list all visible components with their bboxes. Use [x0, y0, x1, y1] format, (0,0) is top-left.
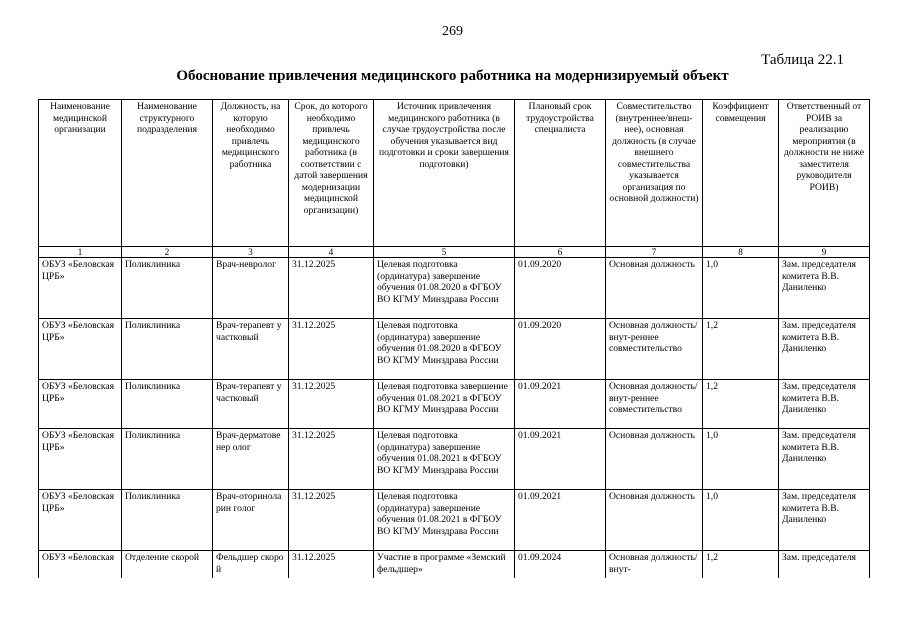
document-title: Обоснование привлечения медицинского работника на модернизируемый объект: [176, 68, 729, 84]
cell-combination: Основная должность: [606, 258, 703, 319]
cell-hire-date: 01.09.2024: [515, 551, 606, 579]
cell-coefficient: 1,2: [703, 380, 779, 429]
cell-responsible: Зам. председателя комитета В.В. Даниленко: [779, 319, 870, 380]
cell-coefficient: 1,0: [703, 258, 779, 319]
column-number: 7: [606, 247, 703, 258]
cell-deadline: 31.12.2025: [289, 490, 374, 551]
cell-position: Врач-невролог: [213, 258, 289, 319]
cell-deadline: 31.12.2025: [289, 319, 374, 380]
cell-combination: Основная должность/внут-: [606, 551, 703, 579]
cell-position: Врач-терапевт участковый: [213, 319, 289, 380]
page-number: 269: [442, 24, 463, 39]
cell-hire-date: 01.09.2021: [515, 429, 606, 490]
cell-position: Врач-оториноларин голог: [213, 490, 289, 551]
column-number: 6: [515, 247, 606, 258]
column-number: 3: [213, 247, 289, 258]
header-cell: Ответственный от РОИВ за реализацию мероприятия (в должности не ниже заместителя руководителя РОИВ): [779, 100, 870, 247]
table-row: [39, 429, 870, 490]
cell-position: Врач-дерматовенер олог: [213, 429, 289, 490]
column-number: 5: [374, 247, 515, 258]
table-row: [39, 490, 870, 551]
cell-position: Фельдшер скорой: [213, 551, 289, 579]
cell-responsible: Зам. председателя комитета В.В. Даниленко: [779, 380, 870, 429]
cell-department: Поликлиника: [122, 429, 213, 490]
cell-combination: Основная должность: [606, 429, 703, 490]
column-number: 9: [779, 247, 870, 258]
cell-coefficient: 1,2: [703, 319, 779, 380]
cell-source: Целевая подготовка (ординатура) завершение обучения 01.08.2021 в ФГБОУ ВО КГМУ Минздрава России: [374, 490, 515, 551]
cell-position: Врач-терапевт участковый: [213, 380, 289, 429]
cell-organization: ОБУЗ «Беловская ЦРБ»: [39, 429, 122, 490]
cell-source: Целевая подготовка (ординатура) завершение обучения 01.08.2020 в ФГБОУ ВО КГМУ Минздрава России: [374, 319, 515, 380]
table-caption: Таблица 22.1: [761, 52, 844, 68]
header-cell: Срок, до которого необходимо привлечь медицинского работника (в соответствии с датой завершения модернизации медицинской организации): [289, 100, 374, 247]
cell-department: Поликлиника: [122, 380, 213, 429]
cell-organization: ОБУЗ «Беловская ЦРБ»: [39, 258, 122, 319]
cell-department: Поликлиника: [122, 319, 213, 380]
cell-source: Целевая подготовка завершение обучения 01.08.2021 в ФГБОУ ВО КГМУ Минздрава России: [374, 380, 515, 429]
header-cell: Коэффициент совмещения: [703, 100, 779, 247]
cell-responsible: Зам. председателя: [779, 551, 870, 579]
cell-deadline: 31.12.2025: [289, 429, 374, 490]
header-cell: Источник привлечения медицинского работника (в случае трудоустройства после обучения указывается вид подготовки и сроки завершения подготовки): [374, 100, 515, 247]
table-row: [39, 380, 870, 429]
cell-coefficient: 1,0: [703, 429, 779, 490]
cell-coefficient: 1,2: [703, 551, 779, 579]
header-cell: Наименование структурного подразделения: [122, 100, 213, 247]
column-number: 2: [122, 247, 213, 258]
cell-source: Участие в программе «Земский фельдшер»: [374, 551, 515, 579]
header-cell: Наименование медицинской организации: [39, 100, 122, 247]
cell-deadline: 31.12.2025: [289, 551, 374, 579]
cell-deadline: 31.12.2025: [289, 380, 374, 429]
justification-table: [38, 99, 870, 578]
cell-hire-date: 01.09.2020: [515, 319, 606, 380]
table-row: [39, 551, 870, 579]
cell-deadline: 31.12.2025: [289, 258, 374, 319]
column-number: 8: [703, 247, 779, 258]
cell-organization: ОБУЗ «Беловская ЦРБ»: [39, 380, 122, 429]
header-cell: Должность, на которую необходимо привлечь медицинского работника: [213, 100, 289, 247]
cell-source: Целевая подготовка (ординатура) завершение обучения 01.08.2020 в ФГБОУ ВО КГМУ Минздрава России: [374, 258, 515, 319]
cell-department: Поликлиника: [122, 258, 213, 319]
cell-department: Поликлиника: [122, 490, 213, 551]
cell-responsible: Зам. председателя комитета В.В. Даниленко: [779, 429, 870, 490]
table-row: [39, 319, 870, 380]
cell-department: Отделение скорой: [122, 551, 213, 579]
header-cell: Совместительство (внутреннее/внеш-нее), основная должность (в случае внешнего совместительства указывается организация по основной должности): [606, 100, 703, 247]
cell-source: Целевая подготовка (ординатура) завершение обучения 01.08.2021 в ФГБОУ ВО КГМУ Минздрава России: [374, 429, 515, 490]
header-cell: Плановый срок трудоустройства специалиста: [515, 100, 606, 247]
cell-coefficient: 1,0: [703, 490, 779, 551]
cell-hire-date: 01.09.2020: [515, 258, 606, 319]
cell-combination: Основная должность/внут-реннее совместительство: [606, 380, 703, 429]
header-row: [39, 100, 870, 247]
cell-combination: Основная должность: [606, 490, 703, 551]
cell-responsible: Зам. председателя комитета В.В. Даниленко: [779, 258, 870, 319]
cell-hire-date: 01.09.2021: [515, 490, 606, 551]
table-row: [39, 258, 870, 319]
cell-hire-date: 01.09.2021: [515, 380, 606, 429]
cell-organization: ОБУЗ «Беловская ЦРБ»: [39, 319, 122, 380]
cell-combination: Основная должность/внут-реннее совместительство: [606, 319, 703, 380]
cell-organization: ОБУЗ «Беловская ЦРБ»: [39, 490, 122, 551]
cell-responsible: Зам. председателя комитета В.В. Даниленко: [779, 490, 870, 551]
column-number: 4: [289, 247, 374, 258]
column-number: 1: [39, 247, 122, 258]
column-number-row: [39, 247, 870, 258]
cell-organization: ОБУЗ «Беловская: [39, 551, 122, 579]
